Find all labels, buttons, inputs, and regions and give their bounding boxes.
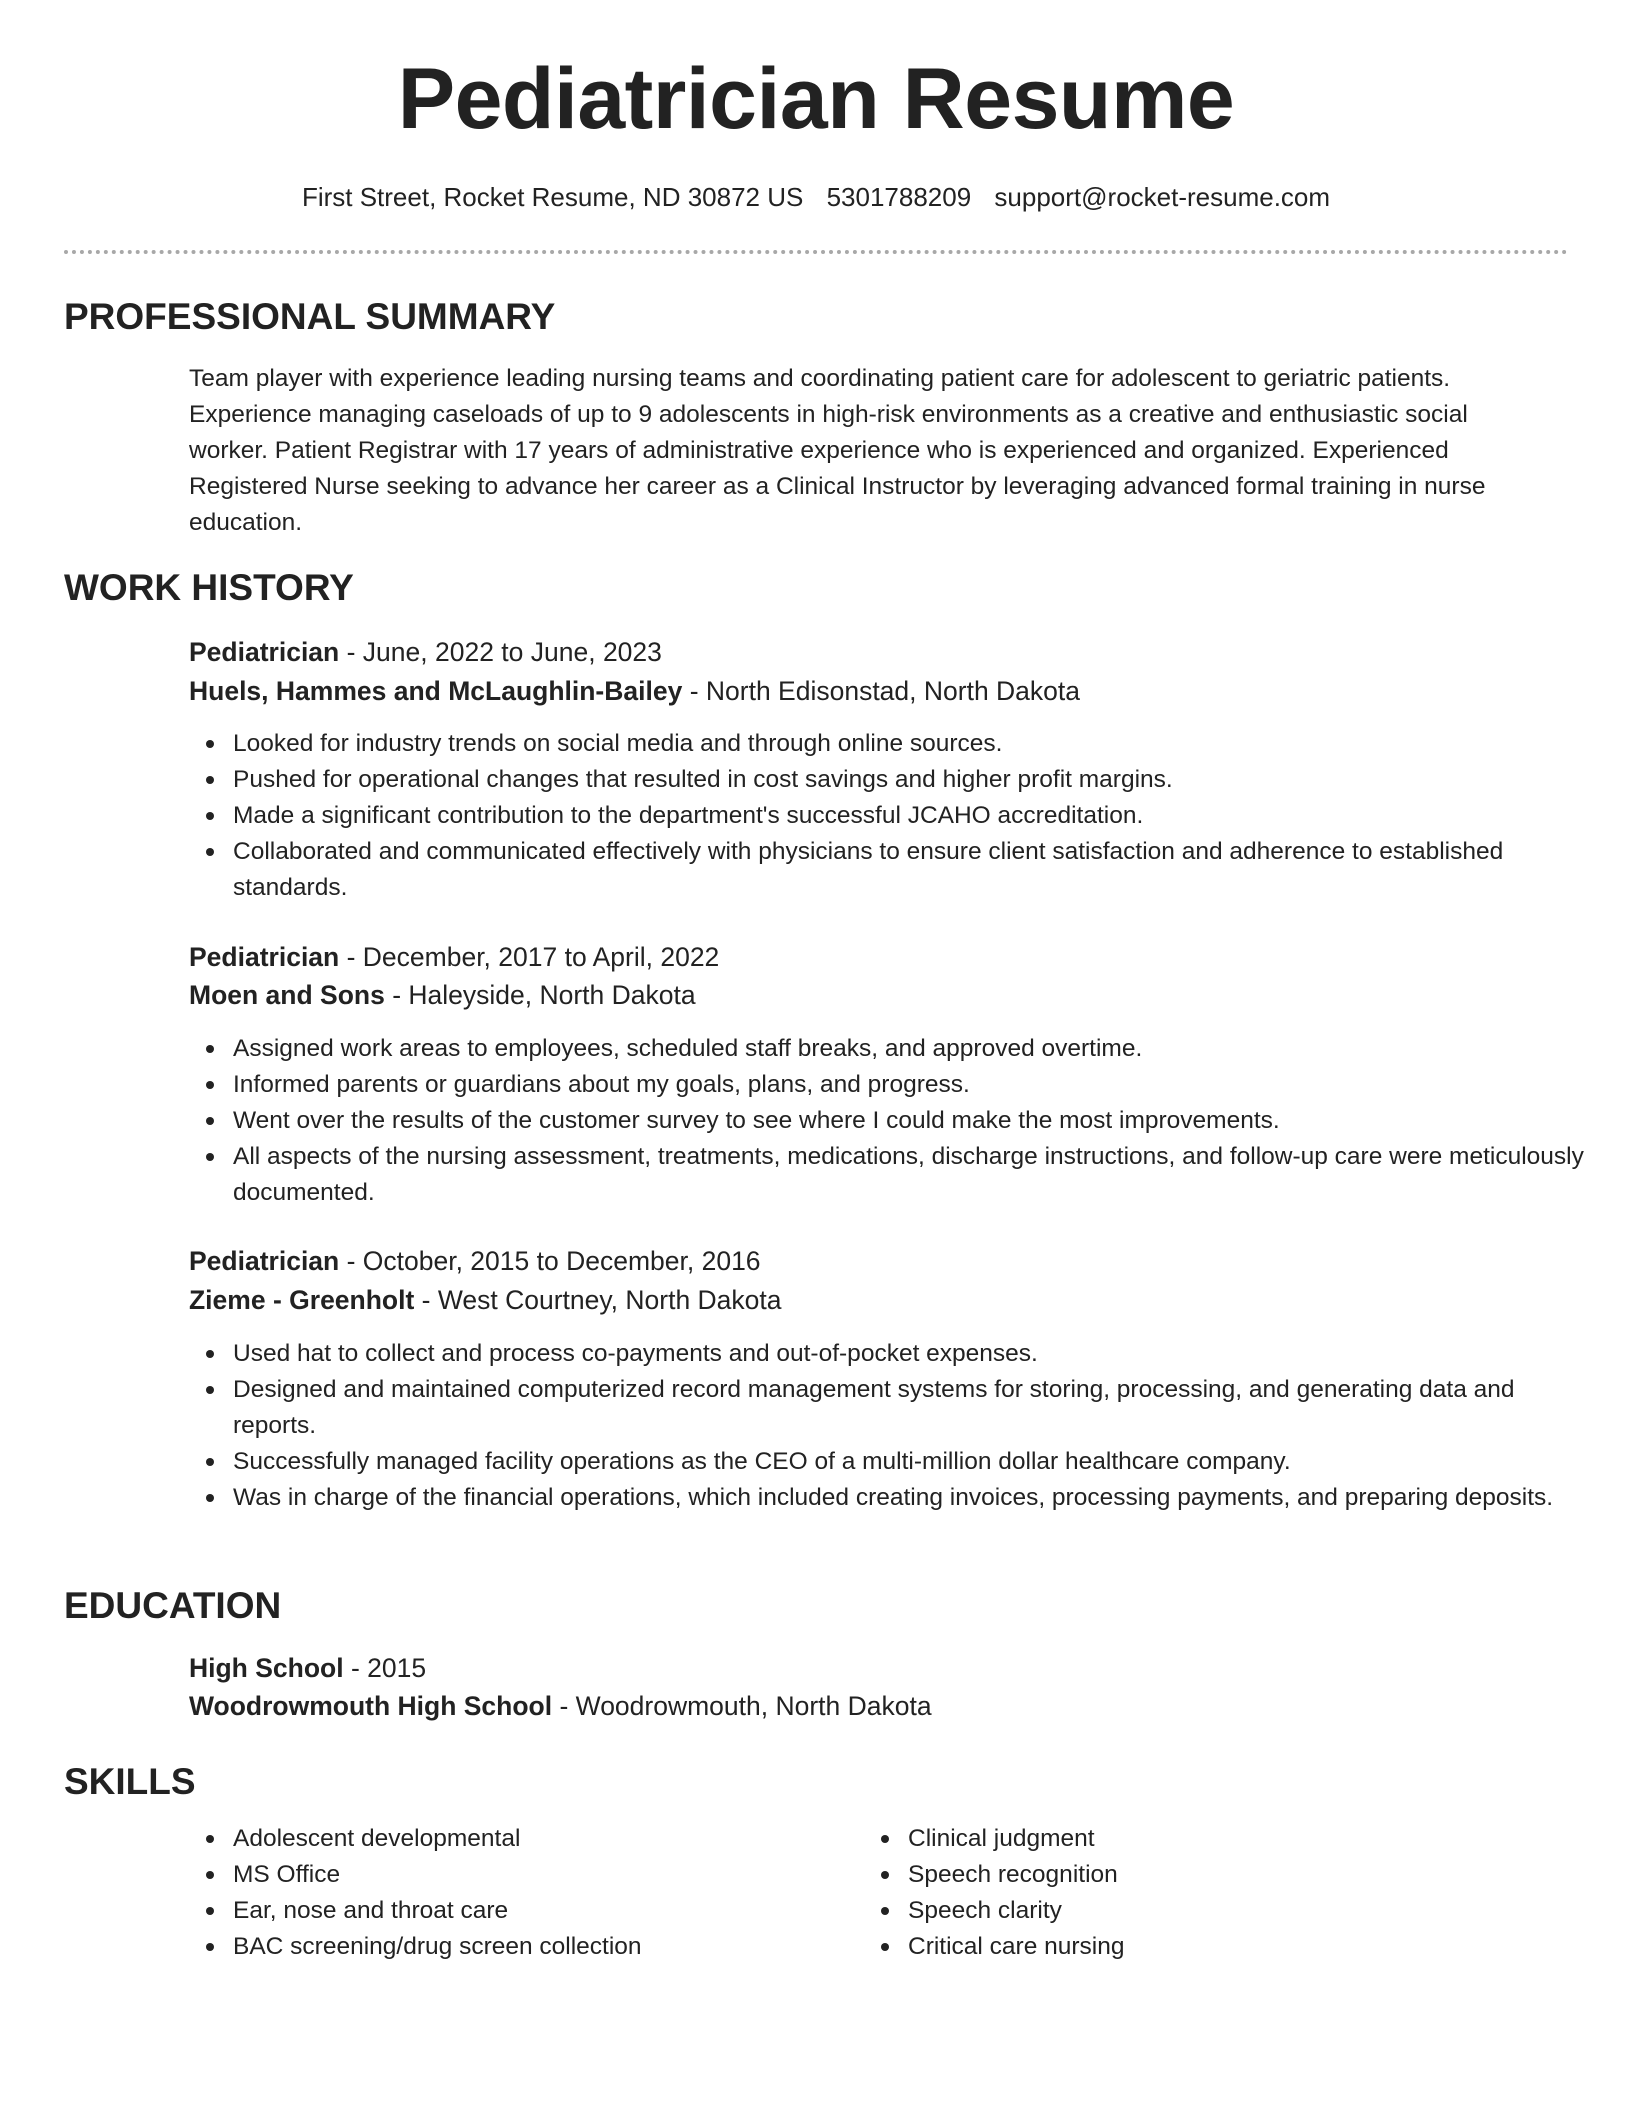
education-school-line	[189, 1691, 932, 1722]
list-item: Went over the results of the customer survey to see where I could make the most improvements.	[233, 1103, 1595, 1139]
job-title-line	[189, 1246, 761, 1277]
skill-item: Ear, nose and throat care	[233, 1893, 853, 1929]
job-location: - Haleyside, North Dakota	[384, 980, 696, 1010]
job-title-line	[189, 942, 719, 973]
job-company-line	[189, 1285, 782, 1316]
skill-item: Adolescent developmental	[233, 1821, 853, 1857]
skill-item: Clinical judgment	[908, 1821, 1528, 1857]
contact-line	[0, 182, 1632, 213]
skill-item: Speech recognition	[908, 1857, 1528, 1893]
education-year: - 2015	[343, 1653, 427, 1683]
job-bullets	[189, 1336, 1595, 1516]
list-item: Made a significant contribution to the department's successful JCAHO accreditation.	[233, 798, 1595, 834]
work-history-heading: WORK HISTORY	[64, 567, 354, 608]
skill-item: BAC screening/drug screen collection	[233, 1929, 853, 1965]
job-dates: - December, 2017 to April, 2022	[339, 942, 720, 972]
list-item: Was in charge of the financial operations, which included creating invoices, processing payments, and preparing deposits.	[233, 1480, 1595, 1516]
skill-item: Speech clarity	[908, 1893, 1528, 1929]
list-item: Assigned work areas to employees, scheduled staff breaks, and approved overtime.	[233, 1031, 1595, 1067]
contact-address: First Street, Rocket Resume, ND 30872 US	[301, 182, 804, 212]
job-title: Pediatrician	[189, 1246, 340, 1276]
list-item: Collaborated and communicated effectively with physicians to ensure client satisfaction and adherence to established standards.	[233, 834, 1595, 906]
education-location: - Woodrowmouth, North Dakota	[552, 1691, 932, 1721]
skills-list-right	[864, 1821, 1528, 1965]
job-company: Moen and Sons	[189, 980, 385, 1010]
education-school: Woodrowmouth High School	[189, 1691, 553, 1721]
job-location: - West Courtney, North Dakota	[414, 1285, 782, 1315]
job-company: Zieme - Greenholt	[189, 1285, 415, 1315]
job-bullets	[189, 726, 1595, 906]
skills-heading: SKILLS	[64, 1761, 196, 1802]
education-degree-line	[189, 1653, 426, 1684]
header-divider	[64, 250, 1568, 254]
list-item: Informed parents or guardians about my goals, plans, and progress.	[233, 1067, 1595, 1103]
skills-list-left	[189, 1821, 853, 1965]
skill-item: Critical care nursing	[908, 1929, 1528, 1965]
job-title-line	[189, 637, 662, 668]
job-company-line	[189, 676, 1080, 707]
resume-title: Pediatrician Resume	[397, 51, 1235, 147]
job-bullets	[189, 1031, 1595, 1211]
job-title: Pediatrician	[189, 942, 340, 972]
job-title: Pediatrician	[189, 637, 340, 667]
job-dates: - October, 2015 to December, 2016	[339, 1246, 761, 1276]
job-location: - North Edisonstad, North Dakota	[682, 676, 1081, 706]
job-company: Huels, Hammes and McLaughlin-Bailey	[189, 676, 683, 706]
list-item: Designed and maintained computerized record management systems for storing, processing, and generating data and reports.	[233, 1372, 1595, 1444]
list-item: Used hat to collect and process co-payments and out-of-pocket expenses.	[233, 1336, 1595, 1372]
skill-item: MS Office	[233, 1857, 853, 1893]
contact-phone: 5301788209	[826, 182, 972, 212]
education-heading: EDUCATION	[64, 1585, 282, 1626]
list-item: All aspects of the nursing assessment, treatments, medications, discharge instructions, and follow-up care were meticulously documented.	[233, 1139, 1595, 1211]
summary-text: Team player with experience leading nursing teams and coordinating patient care for adolescent to geriatric patients. Experience managing caseloads of up to 9 adolescents in high-risk environments as a creative and enthusiastic social worker. Patient Registrar with 17 years of administrative experience who is experienced and organized. Experienced Registered Nurse seeking to advance her career as a Clinical Instructor by leveraging advanced formal training in nurse education.	[189, 365, 1486, 536]
job-dates: - June, 2022 to June, 2023	[339, 637, 662, 667]
summary-heading: PROFESSIONAL SUMMARY	[64, 296, 556, 337]
education-degree: High School	[189, 1653, 344, 1683]
list-item: Pushed for operational changes that resulted in cost savings and higher profit margins.	[233, 762, 1595, 798]
list-item: Successfully managed facility operations as the CEO of a multi-million dollar healthcare company.	[233, 1444, 1595, 1480]
contact-email: support@rocket-resume.com	[994, 182, 1331, 212]
job-company-line	[189, 980, 696, 1011]
list-item: Looked for industry trends on social media and through online sources.	[233, 726, 1595, 762]
